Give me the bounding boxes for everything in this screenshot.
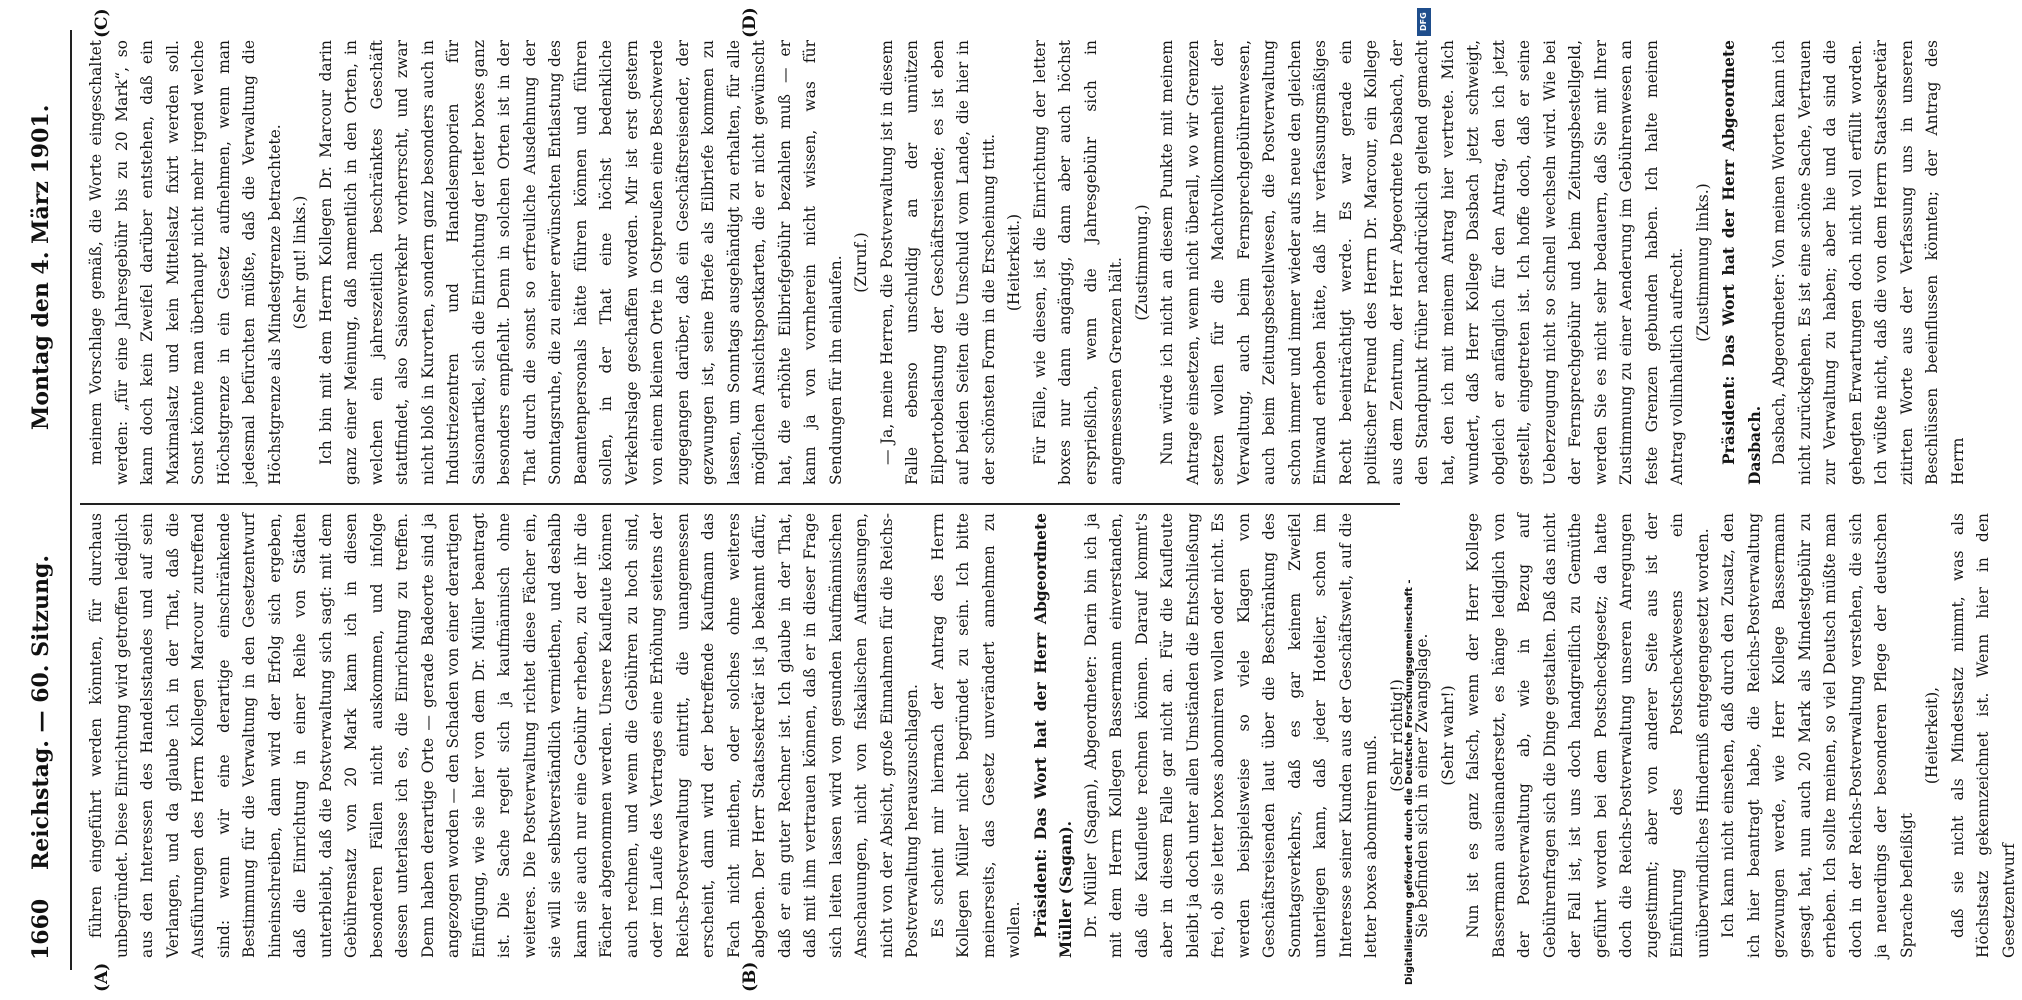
paragraph: Dasbach, Abgeordneter: Von meinen Worten kann ich nicht zurückgehen. Es ist eine schöne Sache, Vertrauen zur Verwaltung zu haben; aber hie und da sind die gehegten Erwartungen doch nicht voll erfüllt worden. Ich wüßte nicht, daß die von dem Herrn Staatssekretär zitirten Worte aus der Verfassung uns in unseren Beschlüssen beeinflussen könnten; der Antrag des Herrn	[1770, 40, 1967, 485]
paragraph: — Ja, meine Herren, die Postverwaltung ist in diesem Falle ebenso unschuldig an der unnützen Eilportobelastung der Geschäftsreisende; es ist eben auf beiden Seiten die Unschuld vom Lande, die hier in der schönsten Form in die Erscheinung tritt.	[877, 40, 998, 485]
page-header	[18, 30, 68, 960]
page-number: 1660	[28, 898, 54, 960]
margin-mark-c: (C)	[92, 8, 112, 38]
paragraph: meinem Vorschlage gemäß, die Worte eingeschaltet werden: „für eine Jahresgebühr bis zu 20 Mark“, so kann doch kein Zweifel darüber entstehen, daß ein Maximalsatz und kein Mittelsatz fixirt werden soll. Sonst könnte man überhaupt nicht mehr irgend welche Höchstgrenze in ein Gesetz aufnehmen, wenn man jedesmal befürchten müßte, daß die Verwaltung die Höchstgrenze als Mindestgrenze betrachtete.	[87, 40, 284, 485]
interjection: (Heiterkeit.)	[1005, 213, 1023, 312]
interjection: (Zuruf.)	[852, 232, 870, 293]
margin-mark-a: (A)	[92, 962, 112, 992]
digitization-stamp: Digitalisierung gefördert durch die Deutsche Forschungsgemeinschaft -	[1404, 579, 1415, 985]
paragraph: führen eingeführt werden könnten, für durchaus unbegründet. Diese Einrichtung wird getroffen lediglich aus den Interessen des Handelsstandes und auf sein Verlangen, und da glaube ich in der That, daß die Ausführungen des Herrn Kollegen Marcour zutreffend sind: wenn wir eine derartige einschränkende Bestimmung für die Verwaltung in den Gesetzentwurf hineinschreiben, dann wird der Erfolg sich ergeben, daß die Einrichtung in einer Reihe von Städten unterbleibt, daß die Postverwaltung sich sagt: mit dem Gebührensatz von 20 Mark kann ich in diesen besonderen Fällen nicht auskommen, und infolge dessen unterlasse ich es, die Einrichtung zu treffen. Denn haben derartige Orte — gerade Badeorte sind ja angezogen worden — den Schaden von einer derartigen Einfügung, wie sie hier von dem Dr. Müller beantragt ist. Die Sache regelt sich ja kaufmännisch ohne weiteres. Die Postverwaltung richtet diese Fächer ein, sie will sie selbstverständlich vermiethen, und deshalb kann sie auch nur eine Gebühr erheben, zu der ihr die Fächer abgenommen werden. Unsere Kaufleute können auch rechnen, und wenn die Gebühren zu hoch sind, oder im Laufe des Vertrages eine Erhöhung seitens der Reichs-Postverwaltung eintritt, die unangemessen erscheint, dann wird der betreffende Kaufmann das Fach nicht miethen, oder solches ohne weiteres abgeben. Der Herr Staatssekretär ist ja bekannt dafür, daß er ein guter Rechner ist. Ich glaube in der That, daß mit ihm vertrauen können, daß er in dieser Frage sich leiten lassen wird von gesunden kaufmännischen Anschauungen, nicht von fiskalischen Auffassungen, nicht von der Absicht, große Einnahmen für die Reichs-Postverwaltung herauszuschlagen.	[87, 513, 921, 958]
paragraph: Sie befinden sich in einer Zwangslage.	[1413, 633, 1431, 938]
paragraph: Es scheint mir hiernach der Antrag des Herrn Kollegen Müller nicht begründet zu sein. Ich bitte meinerseits, das Gesetz unverändert annehmen zu wollen.	[928, 513, 1023, 958]
interjection: (Zustimmung.)	[1132, 204, 1151, 321]
column-divider	[80, 503, 1400, 505]
interjection: (Sehr richtig!)	[1387, 679, 1406, 792]
interjection: (Sehr wahr!)	[1438, 685, 1457, 786]
session-date: Montag den 4. März 1901.	[28, 104, 54, 430]
paragraph: Dr. Müller (Sagan), Abgeordneter: Darin bin ich ja mit dem Herrn Kollegen Bassermann einverstanden, daß die Kaufleute rechnen können. Darauf kommt's aber in diesem Falle gar nicht an. Für die Kaufleute bleibt ja doch unter allen Umständen die Entschließung frei, ob sie letter boxes abonniren wollen oder nicht. Es werden beispielsweise so viele Klagen von Geschäftsreisenden laut über die Beschränkung des Sonntagsverkehrs, daß es gar keinem Zweifel unterliegen kann, daß jeder Hotelier, schon im Interesse seiner Kunden aus der Geschäftswelt, auf die letter boxes abonniren muß.	[1081, 513, 1380, 958]
dfg-logo: DFG	[1417, 8, 1431, 36]
paragraph: Ich bin mit dem Herrn Kollegen Dr. Marcour darin ganz einer Meinung, daß namentlich in den Orten, in welchen ein jahreszeitlich beschränktes Geschäft stattfindet, also Saisonverkehr vorherrscht, und zwar nicht bloß in Kurorten, sondern ganz besonders auch in Industriezentren und Handelsemporien für Saisonartikel, sich die Einrichtung der letter boxes ganz besonders empfiehlt. Denn in solchen Orten ist in der That durch die sonst so erfreuliche Ausdehnung der Sonntagsruhe, die zu einer erwünschten Entlastung des Beamtenpersonals hätte führen können und führen sollen, in der That eine höchst bedenkliche Verkehrslage geschaffen worden. Mir ist erst gestern von einem kleinen Orte in Ostpreußen eine Beschwerde zugegangen darüber, daß ein Geschäftsreisender, der gezwungen ist, seine Briefe als Eilbriefe kommen zu lassen, um Sonntags ausgehändigt zu erhalten, für alle möglichen Ansichtspostkarten, die er nicht gewünscht hat, die erhöhte Eilbriefgebühr bezahlen muß — er kann ja von vornherein nicht wissen, was für Sendungen für ihn einlaufen.	[316, 40, 845, 485]
paragraph: Nun ist es ganz falsch, wenn der Herr Kollege Bassermann auseinandersetzt, es hänge lediglich von der Postverwaltung ab, wie in Bezug auf Gebührenfragen sich die Dinge gestalten. Daß das nicht der Fall ist, ist uns doch handgreiflich zu Gemüthe geführt worden bei dem Postscheckgesetz; da hatte doch die Reichs-Postverwaltung unseren Anregungen zugestimmt; aber von anderer Seite aus ist der Einführung des Postscheckwesens ein unüberwindliches Hinderniß entgegengesetzt worden.	[1464, 513, 1712, 958]
interjection: (Zustimmung links.)	[1693, 183, 1712, 342]
paragraph: Nun würde ich nicht an diesem Punkte mit meinem Antrage einsetzen, wenn nicht überall, wo wir Grenzen setzen wollen für die Machtvollkommenheit der Verwaltung, auch beim Fernsprechgebührenwesen, auch beim Zeitungsbestellwesen, die Postverwaltung schon immer und immer wieder aufs neue den gleichen Einwand erhoben hätte, daß ihr verfassungsmäßiges Recht beeinträchtigt werde. Es war gerade ein politischer Freund des Herrn Dr. Marcour, ein Kollege aus dem Zentrum, der Herr Abgeordnete Dasbach, der den Standpunkt früher nachdrücklich geltend gemacht hat, den ich mit meinem Antrag hier vertrete. Mich wundert, daß Herr Kollege Dasbach jetzt schweigt, obgleich er anfänglich für den Antrag, den ich jetzt gestellt, eingetreten ist. Ich hoffe doch, daß er seine Ueberzeugung nicht so schnell wechseln wird. Wie bei der Fernsprechgebühr und beim Zeitungsbestellgeld, werden Sie es nicht sehr bedauern, daß Sie mit Ihrer Zustimmung zu einer Aenderung im Gebührenwesen an feste Grenzen gebunden haben. Ich halte meinen Antrag vollinhaltlich aufrecht.	[1158, 40, 1686, 485]
margin-mark-d: (D)	[740, 7, 760, 38]
header-rule	[70, 30, 72, 970]
interjection: (Sehr gut! links.)	[291, 195, 309, 330]
paragraph: Ich kann nicht einsehen, daß durch den Zusatz, den ich hier beantragt habe, die Reichs-Postverwaltung gezwungen werde, wie Herr Kollege Bassermann gesagt hat, nun auch 20 Mark als Mindestgebühr zu erheben. Ich sollte meinen, so viel Deutsch müßte man doch in der Reichs-Postverwaltung verstehen, die sich ja neuerdings der besonderen Pflege der deutschen Sprache befleißigt	[1719, 513, 1916, 958]
session-title: Reichstag. — 60. Sitzung.	[28, 554, 54, 870]
right-column	[84, 40, 1967, 485]
speaker-line: Präsident: Das Wort hat der Herr Abgeordnete Müller (Sagan).	[1030, 513, 1075, 958]
paragraph: daß sie nicht als Mindestsatz nimmt, was als Höchstsatz gekennzeichnet ist. Wenn hier in den Gesetzentwurf	[1948, 513, 2018, 958]
speaker-line: Präsident: Das Wort hat der Herr Abgeordnete Dasbach.	[1719, 40, 1764, 485]
interjection: (Heiterkeit),	[1923, 686, 1941, 785]
paragraph: Für Fälle, wie diesen, ist die Einrichtung der letter boxes nur dann angängig, dann aber auch höchst ersprießlich, wenn die Jahresgebühr sich in angemessenen Grenzen hält.	[1030, 40, 1125, 485]
margin-mark-b: (B)	[740, 961, 760, 992]
